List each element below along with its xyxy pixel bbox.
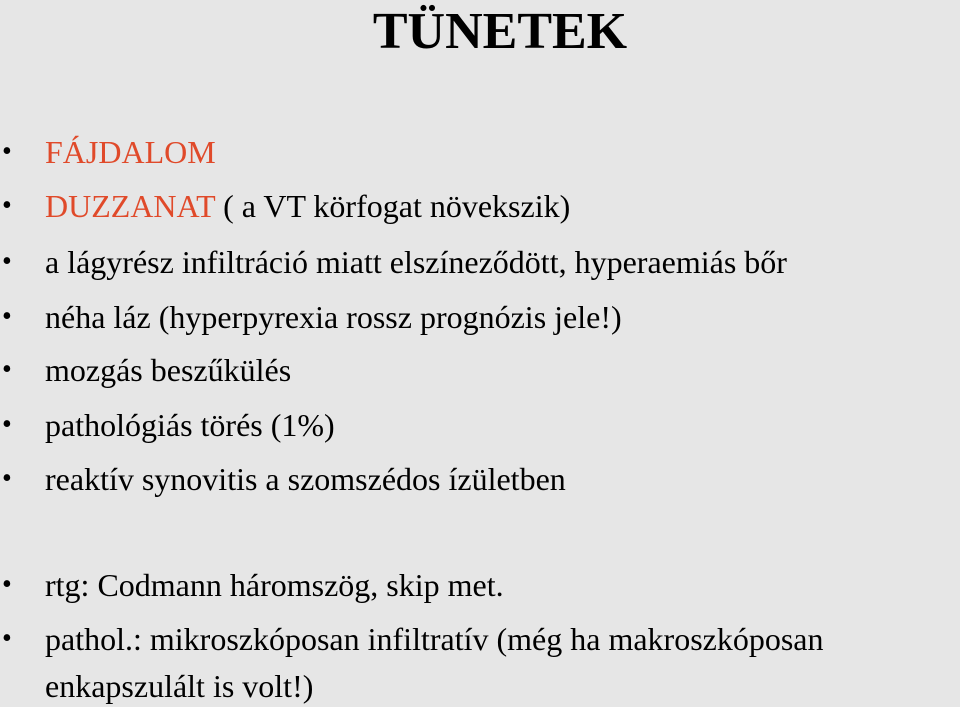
bullet-text	[45, 188, 570, 224]
bullet-icon: •	[2, 354, 12, 385]
bullet-text: pathol.: mikroszkóposan infiltratív (még ha makroszkóposan	[45, 621, 824, 657]
bullet-text: reaktív synovitis a szomszédos ízületben	[45, 461, 566, 497]
bullet-icon: •	[2, 569, 12, 600]
bullet-text: mozgás beszűkülés	[45, 352, 292, 388]
bullet-highlight: DUZZANAT	[45, 188, 216, 224]
bullet-text: pathológiás törés (1%)	[45, 407, 335, 443]
bullet-text: néha láz (hyperpyrexia rossz prognózis jele!)	[45, 299, 622, 335]
bullet-text: a lágyrész infiltráció miatt elszíneződött, hyperaemiás bőr	[45, 244, 787, 280]
bullet-body: ( a VT körfogat növekszik)	[215, 188, 571, 224]
slide-title: TÜNETEK	[372, 3, 628, 60]
bullet-icon: •	[2, 190, 12, 221]
bullet-icon: •	[2, 623, 12, 654]
bullet-text: rtg: Codmann háromszög, skip met.	[45, 567, 504, 603]
bullet-continuation: enkapszulált is volt!)	[45, 668, 314, 704]
bullet-icon: •	[2, 463, 12, 494]
bullet-icon: •	[2, 136, 12, 167]
bullet-icon: •	[2, 409, 12, 440]
bullet-icon: •	[2, 301, 12, 332]
bullet-highlight: FÁJDALOM	[45, 134, 216, 170]
bullet-icon: •	[2, 246, 12, 277]
bullet-text	[45, 134, 216, 170]
